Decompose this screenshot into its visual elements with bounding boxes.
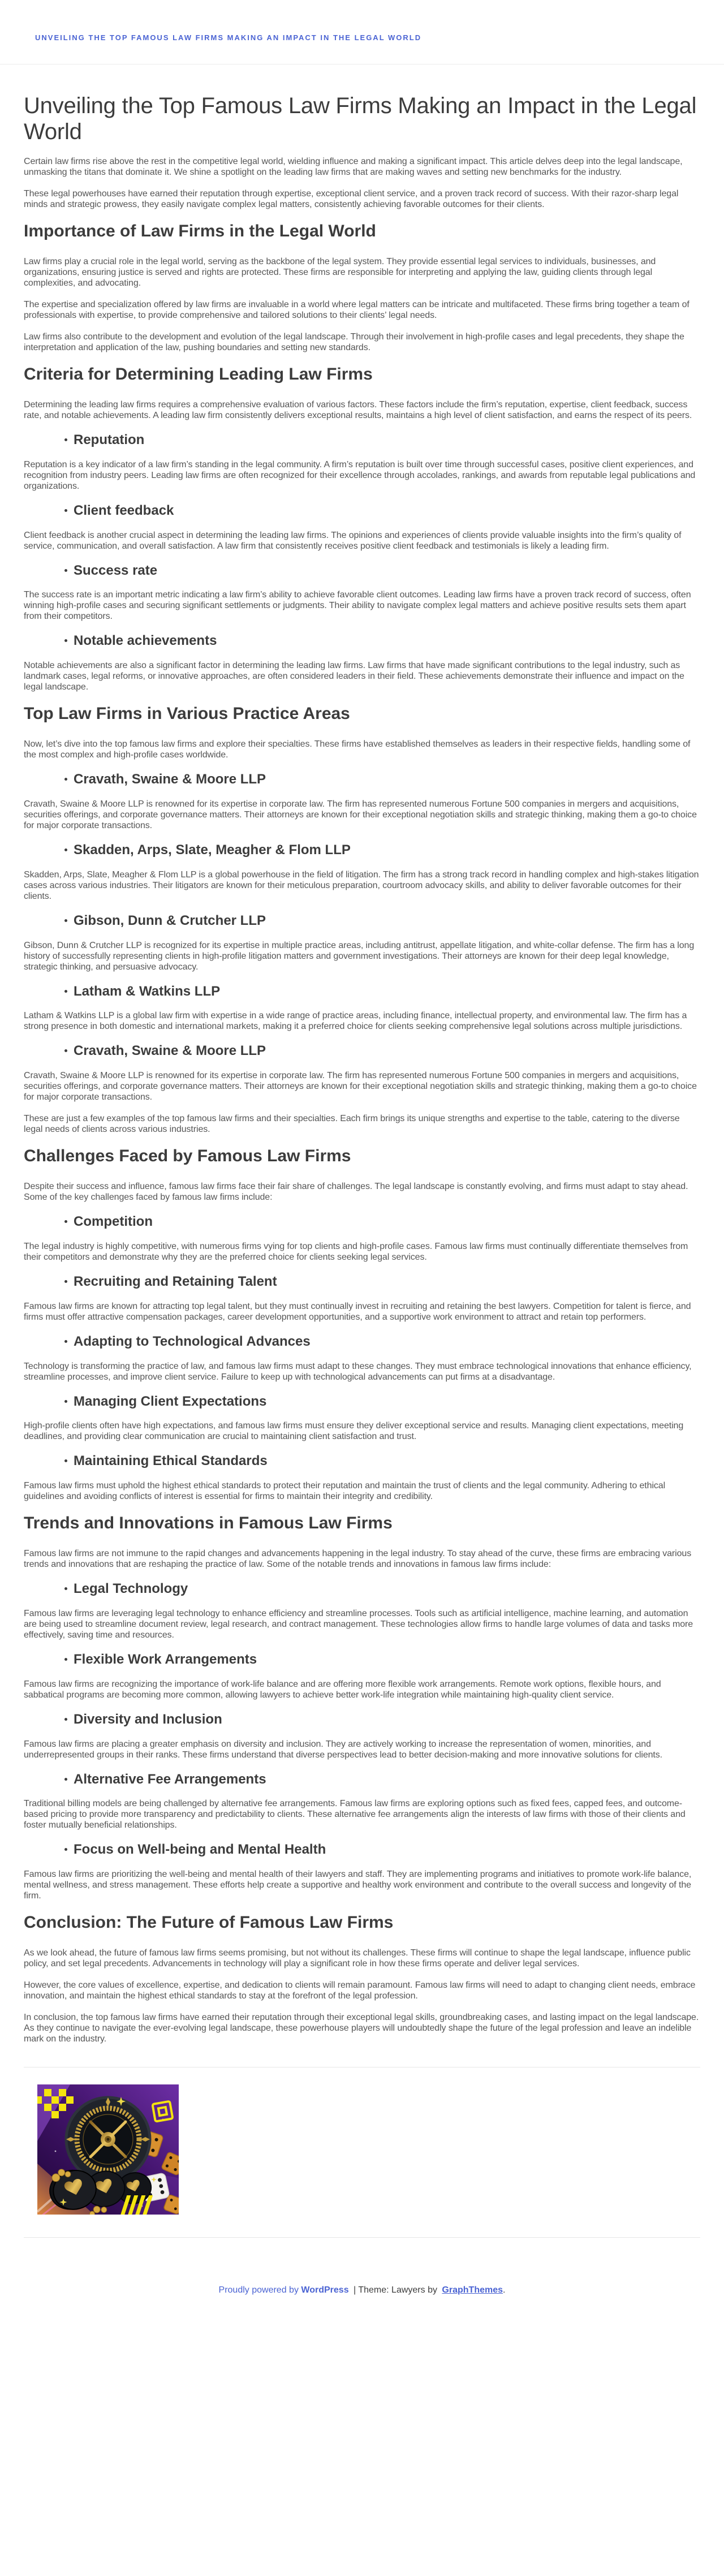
subsection-heading: Cravath, Swaine & Moore LLP	[74, 772, 700, 788]
body-paragraph: As we look ahead, the future of famous law firms seems promising, but not without its challenges. These firms will continue to shape the legal landscape, influence public policy, and set legal precedents. Advancements in technology will play a significant role in how these firms operate and deliver legal services.	[24, 1948, 691, 1969]
body-paragraph: Famous law firms are known for attracting top legal talent, but they must continually invest in recruiting and retaining the best lawyers. Competition for talent is fierce, and firms must offer attractive compensation packages, career development opportunities, and a supportive work environment to attract and retain top performers.	[24, 1301, 691, 1322]
section-heading: Challenges Faced by Famous Law Firms	[24, 1147, 351, 1166]
body-paragraph: Despite their success and influence, famous law firms face their fair share of challenges. The legal landscape is constantly evolving, and firms must adapt to stay ahead. Some of the key challenges faced by famous law firms include:	[24, 1182, 688, 1203]
body-paragraph: Reputation is a key indicator of a law firm’s standing in the legal community. A firm’s reputation is built over time through successful cases, positive client experiences, and recognition from industry peers. Leading law firms are often recognized for their excellence through accolades, rankings, and awards from reputable legal publications and organizations.	[24, 459, 696, 491]
wordpress-credit-link[interactable]	[219, 2285, 349, 2295]
body-paragraph: Law firms play a crucial role in the legal world, serving as the backbone of the legal system. They provide essential legal services to individuals, businesses, and organizations, ensuring justice is served and rights are protected. These firms are responsible for interpreting and applying the law, guiding clients through legal complexities, and advocating.	[24, 257, 656, 288]
wordpress-label: WordPress	[301, 2285, 349, 2295]
body-paragraph: Famous law firms are not immune to the rapid changes and advancements happening in the legal industry. To stay ahead of the curve, these firms are embracing various trends and innovations that are reshaping the practice of law. Some of the notable trends and innovations in famous law firms include:	[24, 1549, 692, 1570]
subsection-heading: Diversity and Inclusion	[74, 1712, 700, 1728]
theme-credit-text: | Theme: Lawyers by	[354, 2285, 437, 2295]
subsection-heading: Focus on Well-being and Mental Health	[74, 1842, 700, 1858]
subsection-heading: Legal Technology	[74, 1581, 700, 1597]
body-paragraph: Cravath, Swaine & Moore LLP is renowned for its expertise in corporate law. The firm has represented numerous Fortune 500 companies in mergers and acquisitions, securities offerings, and corporate governance matters. Their attorneys are known for their exceptional negotiation skills and strategic thinking, making them a go-to choice for major corporate transactions.	[24, 799, 697, 830]
subsection-heading: Maintaining Ethical Standards	[74, 1453, 700, 1470]
graphthemes-link[interactable]: GraphThemes	[442, 2285, 503, 2295]
article	[24, 93, 700, 2215]
body-paragraph: Famous law firms must uphold the highest ethical standards to protect their reputation and maintain the trust of clients and the legal community. Adhering to ethical guidelines and avoiding conflicts of interest is essential for firms to maintain their integrity and credibility.	[24, 1481, 666, 1502]
body-paragraph: In conclusion, the top famous law firms have earned their reputation through their exceptional legal skills, groundbreaking cases, and lasting impact on the legal landscape. As they continue to navigate the ever-evolving legal landscape, these powerhouse players will undoubtedly shape the future of the legal profession and leave an indelible mark on the industry.	[24, 2013, 699, 2044]
subsection-heading: Adapting to Technological Advances	[74, 1334, 700, 1350]
body-paragraph: Skadden, Arps, Slate, Meagher & Flom LLP is a global powerhouse in the field of litigation. The firm has a strong track record in handling complex and high-stakes litigation cases across various industries. Their litigators are known for their meticulous preparation, courtroom advocacy skills, and ability to deliver favorable outcomes for their clients.	[24, 869, 699, 901]
subsection-heading: Managing Client Expectations	[74, 1394, 700, 1410]
subsection-heading: Alternative Fee Arrangements	[74, 1772, 700, 1788]
body-paragraph: Certain law firms rise above the rest in the competitive legal world, wielding influence and making a significant impact. This article delves deep into the legal landscape, unmasking the titans that dominate it. We shine a spotlight on the leading law firms that are making waves and setting new benchmarks for the industry.	[24, 157, 683, 177]
body-paragraph: Cravath, Swaine & Moore LLP is renowned for its expertise in corporate law. The firm has represented numerous Fortune 500 companies in mergers and acquisitions, securities offerings, and corporate governance matters. Their attorneys are known for their exceptional negotiation skills and strategic thinking, making them a go-to choice for major corporate transactions.	[24, 1071, 697, 1102]
body-paragraph: Gibson, Dunn & Crutcher LLP is recognized for its expertise in multiple practice areas, including antitrust, appellate litigation, and white-collar defense. The firm has a long history of successfully representing clients in high-profile litigation matters and government investigations. Their attorneys are known for their deep legal knowledge, strategic thinking, and persuasive advocacy.	[24, 940, 695, 972]
main-content	[0, 93, 724, 2215]
subsection-heading: Latham & Watkins LLP	[74, 984, 700, 1000]
body-paragraph: Latham & Watkins LLP is a global law firm with expertise in a wide range of practice areas, including finance, intellectual property, and environmental law. The firm has a strong presence in both domestic and international markets, making it a preferred choice for clients seeking comprehensive legal solutions across multiple jurisdictions.	[24, 1011, 687, 1032]
roulette-wheel	[66, 2097, 150, 2181]
body-paragraph: Law firms also contribute to the development and evolution of the legal landscape. Through their involvement in high-profile cases and legal precedents, they shape the interpretation and application of the law, pushing boundaries and setting new standards.	[24, 332, 684, 352]
subsection-heading: Competition	[74, 1214, 700, 1230]
body-paragraph: Client feedback is another crucial aspect in determining the leading law firms. The opinions and experiences of clients provide valuable insights into the firm’s quality of service, communication, and overall satisfaction. A law firm that consistently receives positive client feedback and testimonials is likely a leading firm.	[24, 530, 682, 551]
body-paragraph: Technology is transforming the practice of law, and famous law firms must adapt to these changes. They must embrace technological innovations that enhance efficiency, streamline processes, and improve client service. Failure to keep up with technological advancements can put firms at a disadvantage.	[24, 1361, 692, 1382]
body-paragraph: Notable achievements are also a significant factor in determining the leading law firms. Law firms that have made significant contributions to the legal industry, such as landmark cases, legal reforms, or innovative approaches, are often considered leaders in their field. These achievements demonstrate their influence and impact on the legal landscape.	[24, 661, 684, 692]
subsection-heading: Gibson, Dunn & Crutcher LLP	[74, 913, 700, 929]
powered-by-text: Proudly powered by	[218, 2285, 299, 2295]
subsection-heading: Skadden, Arps, Slate, Meagher & Flom LLP	[74, 842, 700, 859]
section-heading: Top Law Firms in Various Practice Areas	[24, 704, 350, 723]
subsection-heading: Cravath, Swaine & Moore LLP	[74, 1043, 700, 1059]
subsection-heading: Reputation	[74, 432, 700, 449]
post-figure	[37, 2084, 700, 2215]
casino-roulette-illustration	[37, 2084, 179, 2215]
subsection-heading: Success rate	[74, 563, 700, 579]
subsection-heading: Flexible Work Arrangements	[74, 1652, 700, 1668]
section-heading: Criteria for Determining Leading Law Firms	[24, 365, 373, 384]
body-paragraph: Famous law firms are recognizing the importance of work-life balance and are offering more flexible work arrangements. Remote work options, flexible hours, and sabbatical programs are becoming more common, allowing lawyers to achieve better work-life integration while maintaining high-quality client service.	[24, 1679, 661, 1700]
body-paragraph: These legal powerhouses have earned their reputation through expertise, exceptional client service, and a proven track record of success. With their razor-sharp legal minds and strategic prowess, they easily navigate complex legal matters, consistently achieving favorable outcomes for their clients.	[24, 189, 679, 209]
site-title-link[interactable]: UNVEILING THE TOP FAMOUS LAW FIRMS MAKING AN IMPACT IN THE LEGAL WORLD	[35, 33, 422, 42]
body-paragraph: Determining the leading law firms requires a comprehensive evaluation of various factors. These factors include the firm’s reputation, expertise, client feedback, success rate, and notable achievements. A leading law firm consistently delivers exceptional results, maintains a high level of client satisfaction, and earns the respect of its peers.	[24, 400, 692, 420]
subsection-heading: Notable achievements	[74, 633, 700, 649]
body-paragraph: Now, let’s dive into the top famous law firms and explore their specialties. These firms have established themselves as leaders in their respective fields, handling some of the most complex and high-profile cases worldwide.	[24, 739, 691, 760]
body-paragraph: High-profile clients often have high expectations, and famous law firms must ensure they deliver exceptional service and results. Managing client expectations, meeting deadlines, and providing clear communication are crucial to maintaining client satisfaction and trust.	[24, 1421, 684, 1442]
body-paragraph: The legal industry is highly competitive, with numerous firms vying for top clients and high-profile cases. Famous law firms must continually differentiate themselves from their competitors and demonstrate why they are the preferred choice for clients seeking legal services.	[24, 1241, 688, 1262]
body-paragraph: The success rate is an important metric indicating a law firm’s ability to achieve favorable client outcomes. Leading law firms have a proven track record of success, often winning high-profile cases and securing significant settlements or judgments. Their ability to navigate complex legal matters and achieve positive results sets them apart from their competitors.	[24, 590, 691, 622]
footer-period: .	[503, 2285, 506, 2295]
body-paragraph: These are just a few examples of the top famous law firms and their specialties. Each firm brings its unique strengths and expertise to the table, catering to the diverse legal needs of clients across various industries.	[24, 1114, 680, 1135]
footer-credits	[0, 2238, 724, 2314]
subsection-heading: Recruiting and Retaining Talent	[74, 1274, 700, 1290]
section-heading: Trends and Innovations in Famous Law Firms	[24, 1514, 393, 1533]
body-paragraph: Famous law firms are prioritizing the well-being and mental health of their lawyers and staff. They are implementing programs and initiatives to promote work-life balance, mental wellness, and stress management. These efforts help create a supportive and healthy work environment and contribute to the overall success and longevity of the firm.	[24, 1869, 692, 1901]
section-heading: Importance of Law Firms in the Legal World	[24, 222, 376, 240]
body-paragraph: Famous law firms are placing a greater emphasis on diversity and inclusion. They are actively working to increase the representation of women, minorities, and underrepresented groups in their ranks. These firms understand that diverse perspectives lead to better decision-making and more innovative solutions for clients.	[24, 1739, 663, 1760]
article-body	[24, 156, 700, 2044]
site-header	[0, 0, 724, 64]
body-paragraph: Traditional billing models are being challenged by alternative fee arrangements. Famous law firms are exploring options such as fixed fees, capped fees, and outcome-based pricing to provide more transparency and predictability to clients. These alternative fee arrangements align the interests of law firms with those of their clients and foster mutually beneficial relationships.	[24, 1799, 686, 1830]
body-paragraph: Famous law firms are leveraging legal technology to enhance efficiency and streamline processes. Tools such as artificial intelligence, machine learning, and automation are being used to streamline document review, legal research, and contract management. These technologies allow firms to handle large volumes of data and tasks more effectively, saving time and resources.	[24, 1608, 693, 1640]
body-paragraph: The expertise and specialization offered by law firms are invaluable in a world where legal matters can be intricate and multifaceted. These firms bring together a team of professionals with expertise, to provide comprehensive and tailored solutions to their clients’ legal needs.	[24, 300, 689, 320]
page-title: Unveiling the Top Famous Law Firms Making an Impact in the Legal World	[24, 93, 697, 144]
section-heading: Conclusion: The Future of Famous Law Firms	[24, 1913, 394, 1932]
body-paragraph: However, the core values of excellence, expertise, and dedication to clients will remain paramount. Famous law firms will need to adapt to changing client needs, embrace innovation, and maintain the highest ethical standards to stay at the forefront of the legal profession.	[24, 1980, 696, 2001]
site-footer	[0, 2237, 724, 2314]
subsection-heading: Client feedback	[74, 503, 700, 519]
